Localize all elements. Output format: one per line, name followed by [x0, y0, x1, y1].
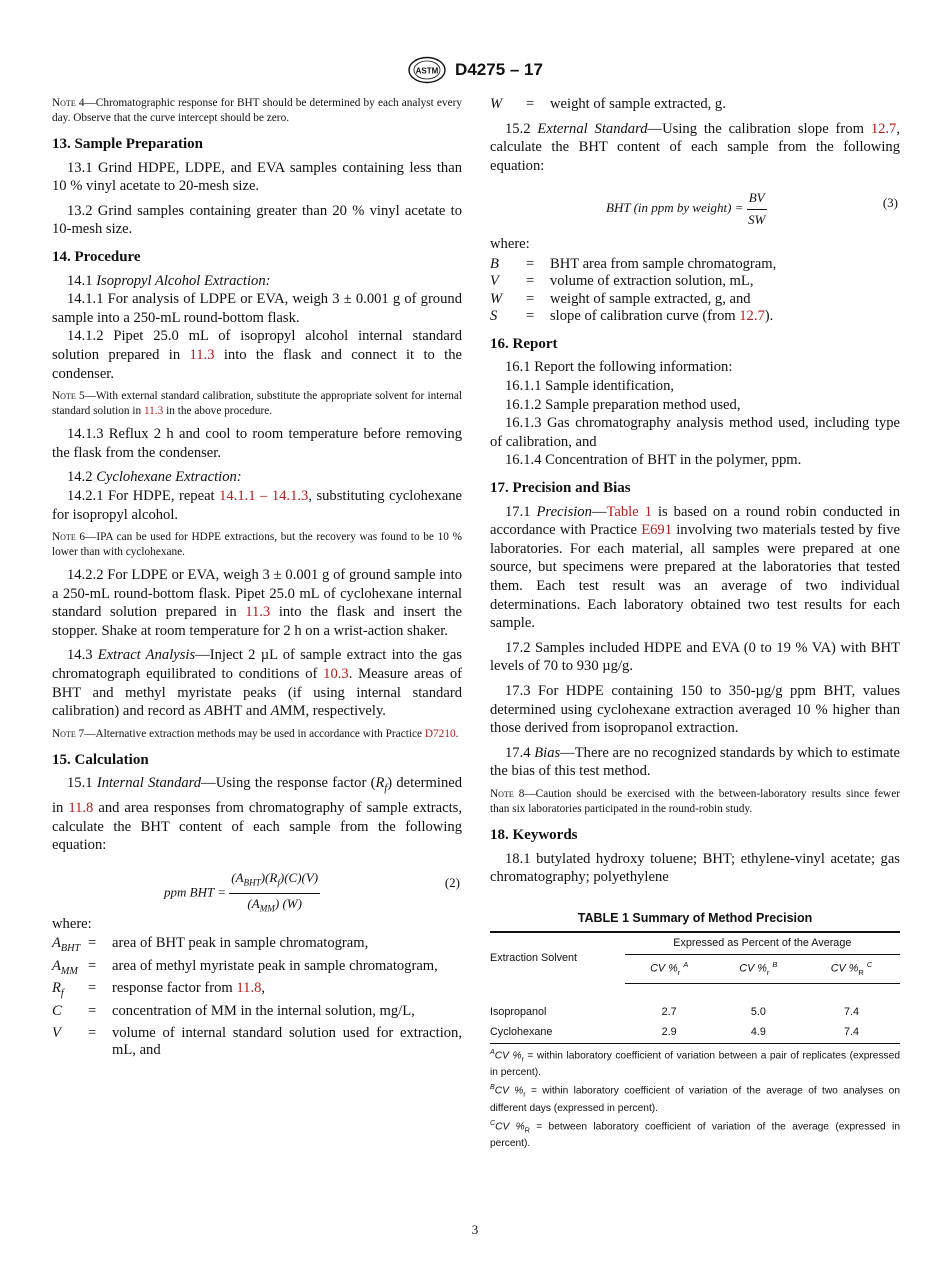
para-16-1-2: 16.1.2 Sample preparation method used,	[505, 396, 741, 413]
variables-list	[52, 935, 462, 1060]
table-footnote: $^B$CV $\%_r$ = within laboratory coefficient of variation of the average of two analyses on different days (expressed in percent).	[490, 1083, 900, 1114]
link-12-7[interactable]: 12.7	[870, 120, 897, 137]
para-16-1: 16.1 Report the following information:	[505, 359, 733, 376]
var-row: B = BHT area from sample chromatogram,	[490, 255, 777, 272]
section-17-heading: 17. Precision and Bias	[490, 480, 631, 497]
var-row: $A_{BHT}$ = area of BHT peak in sample chromatogram,	[52, 935, 369, 955]
para-14-2-1: 14.2.1 For HDPE, repeat 14.1.1 – 14.1.3, substituting cyclohexane for isopropyl alcohol.	[52, 487, 462, 523]
para-14-1-3: 14.1.3 Reflux 2 h and cool to room temperature before removing the flask from the condenser.	[52, 426, 462, 461]
precision-table	[490, 931, 900, 1044]
note-6: Note 6—IPA can be used for HDPE extractions, but the recovery was found to be 10 % lower than with cyclohexane.	[52, 531, 463, 559]
para-14-2-2: 14.2.2 For LDPE or EVA, weigh 3 ± 0.001 g of ground sample into a 250-mL round-bottom flask. Pipet 25.0 mL of cyclohexane internal standard solution prepared in 11.3 into the flask and insert the stopper. Shake at room temperature for 2 h on a wrist-action shaker.	[52, 567, 462, 639]
note-5: Note 5—With external standard calibration, substitute the appropriate solvent for internal standard solution in 11.3 in the above procedure.	[52, 390, 463, 418]
col-header-solvent: Extraction Solvent	[490, 952, 578, 965]
var-row: V = volume of internal standard solution used for extraction, mL, and	[52, 1024, 462, 1059]
eq2-lhs: ppm BHT =	[164, 884, 226, 900]
link-d7210[interactable]: D7210	[424, 727, 456, 740]
para-17-2: 17.2 Samples included HDPE and EVA (0 to 19 % VA) with BHT levels of 70 to 930 µg/g.	[490, 639, 900, 675]
link-11-3[interactable]: 11.3	[143, 405, 164, 418]
where-label: where:	[52, 915, 92, 932]
para-14-3: 14.3 Extract Analysis—Inject 2 µL of sample extract into the gas chromatograph equilibrated to conditions of 10.3. Measure areas of BHT and methyl myristate peaks (if using internal standard calibration) and record as ABHT and AMM, respectively.	[52, 647, 463, 720]
para-16-1-1: 16.1.1 Sample identification,	[505, 378, 675, 395]
para-14-2: 14.2 Cyclohexane Extraction:	[67, 469, 242, 486]
para-15-1: 15.1 Internal Standard—Using the response factor $(R_f)$ determined in 11.8 and area responses from chromatography of sample extracts, calculate the BHT content of each sample from the following equation:	[52, 775, 463, 854]
eq2-number: (2)	[444, 874, 460, 890]
link-12-7[interactable]: 12.7	[739, 308, 765, 325]
link-11-8[interactable]: 11.8	[68, 799, 94, 816]
doc-code: D4275 – 17	[455, 60, 543, 79]
eq2-fraction: $\frac{(A_{BHT})(R_f)(C)(V)}{(A_{MM}) (W)}$	[231, 869, 319, 914]
link-11-3[interactable]: 11.3	[189, 346, 215, 363]
para-17-3: 17.3 For HDPE containing 150 to 350-µg/g ppm BHT, values determined using cyclohexane extraction averaged 10 % higher than those derived from isopropanol extraction.	[490, 682, 900, 737]
para-14-1-2: 14.1.2 Pipet 25.0 mL of isopropyl alcohol internal standard solution prepared in 11.3 into the flask and connect it to the condenser.	[52, 328, 462, 382]
var-row: S = slope of calibration curve (from 12.7).	[490, 308, 774, 325]
note-label: Note 4	[52, 97, 85, 109]
variables-list	[490, 256, 776, 326]
link-14-1-1[interactable]: 14.1.1 – 14.1.3	[219, 487, 309, 504]
equation-3	[490, 181, 900, 227]
left-column	[52, 96, 462, 1060]
para-17-1: 17.1 Precision—Table 1 is based on a round robin conducted in accordance with Practice E691 involving two materials tested by five laboratories. For each material, all samples were prepared at one source, but specimens were prepared at the laboratories that tested them. Each test result was an average of two individual determinations. Each laboratory obtained two test results for each sample.	[490, 503, 900, 632]
eq3-fraction: $\frac{BV}{SW}$	[747, 190, 766, 227]
logo-text: ASTM	[415, 66, 439, 76]
where-label: where:	[490, 236, 530, 253]
table-footnote: $^A$CV $\%_r$ = within laboratory coefficient of variation between a pair of replicates (expressed in percent).	[490, 1047, 900, 1079]
col-header-cv: CV $\%_r$ $^A$	[625, 954, 714, 983]
var-row: $A_{MM}$ = area of methyl myristate peak in sample chromatogram,	[52, 957, 438, 977]
note-8: Note 8—Caution should be exercised with the between-laboratory results since fewer than six laboratories participated in the round-robin study.	[490, 787, 900, 815]
eq3-lhs: BHT (in ppm by weight) =	[606, 200, 744, 216]
equation-2	[52, 861, 462, 914]
col-header-cv: CV $\%_r$ $^B$	[714, 954, 803, 983]
link-11-3[interactable]: 11.3	[245, 604, 271, 621]
page-number: 3	[471, 1222, 479, 1237]
section-16-heading: 16. Report	[490, 335, 558, 352]
section-14-heading: 14. Procedure	[52, 248, 141, 265]
link-table-1[interactable]: Table 1	[606, 503, 652, 520]
section-15-heading: 15. Calculation	[52, 751, 149, 768]
link-11-8[interactable]: 11.8	[236, 980, 262, 997]
link-e691[interactable]: E691	[641, 522, 673, 539]
para-13-1: 13.1 Grind HDPE, LDPE, and EVA samples containing less than 10 % vinyl acetate to 20-mesh size.	[52, 159, 462, 195]
para-16-1-3: 16.1.3 Gas chromatography analysis method used, including type of calibration, and	[490, 415, 900, 450]
link-10-3[interactable]: 10.3	[323, 666, 349, 683]
para-14-1-1: 14.1.1 For analysis of LDPE or EVA, weigh 3 ± 0.001 g of ground sample into a 250-mL round-bottom flask.	[52, 291, 462, 326]
note-4: Note 4—Chromatographic response for BHT should be determined by each analyst every day. Observe that the curve intercept should be zero.	[52, 97, 462, 124]
var-row: $R_f$ = response factor from 11.8,	[52, 980, 266, 1000]
para-13-2: 13.2 Grind samples containing greater than 20 % vinyl acetate to 10-mesh size.	[52, 202, 462, 238]
astm-logo-icon	[407, 56, 447, 84]
col-header-cv: CV $\%_R$ $^C$	[803, 954, 900, 983]
var-row: W = weight of sample extracted, g, and	[490, 290, 751, 307]
eq3-number: (3)	[882, 195, 898, 211]
section-13-heading: 13. Sample Preparation	[52, 136, 203, 152]
table-1-caption: TABLE 1 Summary of Method Precision	[577, 910, 813, 925]
para-16-1-4: 16.1.4 Concentration of BHT in the polymer, ppm.	[505, 452, 802, 469]
table-row: Isopropanol 2.7 5.0 7.4	[490, 1005, 859, 1018]
table-footnote: $^C$CV $\%_R$ = between laboratory coefficient of variation of the average (expressed in percent).	[490, 1118, 900, 1150]
var-row: C = concentration of MM in the internal solution, mg/L,	[52, 1002, 415, 1019]
para-15-2: 15.2 External Standard—Using the calibration slope from 12.7, calculate the BHT content of each sample from the following equation:	[490, 120, 901, 174]
para-17-4: 17.4 Bias—There are no recognized standards by which to estimate the bias of this test method.	[490, 744, 900, 780]
page-header	[0, 56, 950, 84]
col-group-header: Expressed as Percent of the Average	[625, 932, 900, 954]
para-18-1: 18.1 butylated hydroxy toluene; BHT; ethylene-vinyl acetate; gas chromatography; polyethylene	[490, 850, 900, 886]
right-column	[490, 96, 900, 1150]
variable-w: W = weight of sample extracted, g.	[490, 96, 726, 112]
para-14-1: 14.1 Isopropyl Alcohol Extraction:	[67, 272, 271, 289]
note-7: Note 7—Alternative extraction methods may be used in accordance with Practice D7210.	[52, 727, 459, 740]
var-row: V = volume of extraction solution, mL,	[490, 273, 754, 290]
section-18-heading: 18. Keywords	[490, 826, 578, 843]
table-row: Cyclohexane 2.9 4.9 7.4	[490, 1022, 900, 1043]
